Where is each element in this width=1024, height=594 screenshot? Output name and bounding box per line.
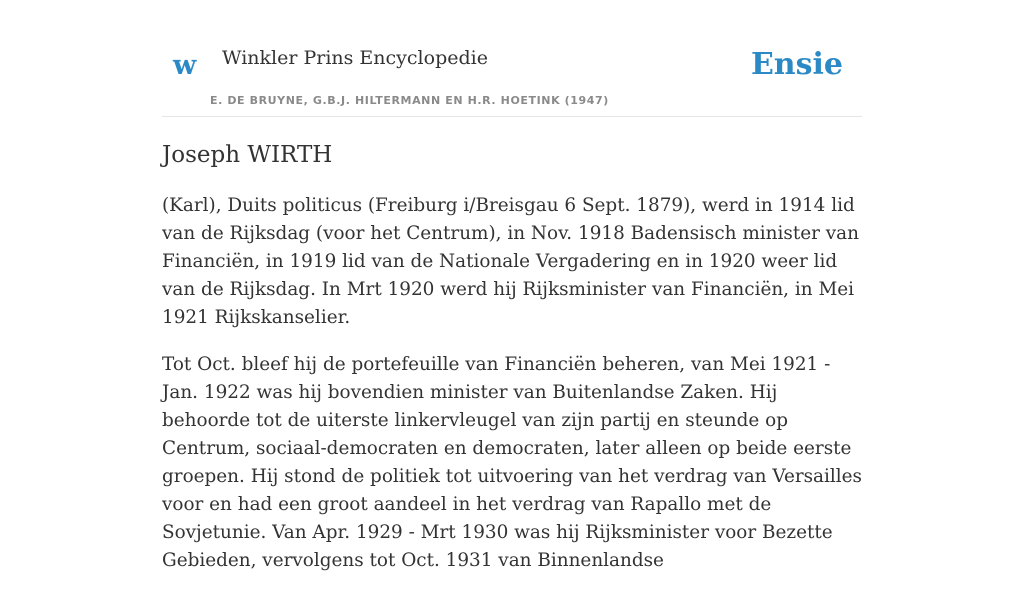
article-paragraph: Tot Oct. bleef hij de portefeuille van Financiën beheren, van Mei 1921 - Jan. 1922 was hij bovendien minister van Buitenlandse Zaken. Hij behoorde tot de uiterste linkervleugel van zijn partij en steunde op Centrum, sociaal-democraten en democraten, later alleen op beide eerste groepen. Hij stond de politiek tot uitvoering van het verdrag van Versailles voor en had een groot aandeel in het verdrag van Rapallo met de Sovjetunie. Van Apr. 1929 - Mrt 1930 was hij Rijksminister voor Bezette Gebieden, vervolgens tot Oct. 1931 van Binnenlandse <box>162 354 862 571</box>
article-title: Joseph WIRTH <box>162 142 333 168</box>
book-authors: E. DE BRUYNE, G.B.J. HILTERMANN EN H.R. HOETINK (1947) <box>210 94 609 107</box>
site-header <box>162 0 862 117</box>
article-paragraph: (Karl), Duits politicus (Freiburg i/Breisgau 6 Sept. 1879), werd in 1914 lid van de Rijksdag (voor het Centrum), in Nov. 1918 Badensisch minister van Financiën, in 1919 lid van de Nationale Vergadering en in 1920 weer lid van de Rijksdag. In Mrt 1920 werd hij Rijksminister van Financiën, in Mei 1921 Rijkskanselier. <box>162 195 859 328</box>
ensie-logo-link[interactable]: Ensie <box>750 47 843 82</box>
article-body <box>162 192 862 594</box>
book-title-link[interactable]: Winkler Prins Encyclopedie <box>222 47 488 69</box>
winkler-prins-logo-icon[interactable]: w <box>173 50 197 81</box>
